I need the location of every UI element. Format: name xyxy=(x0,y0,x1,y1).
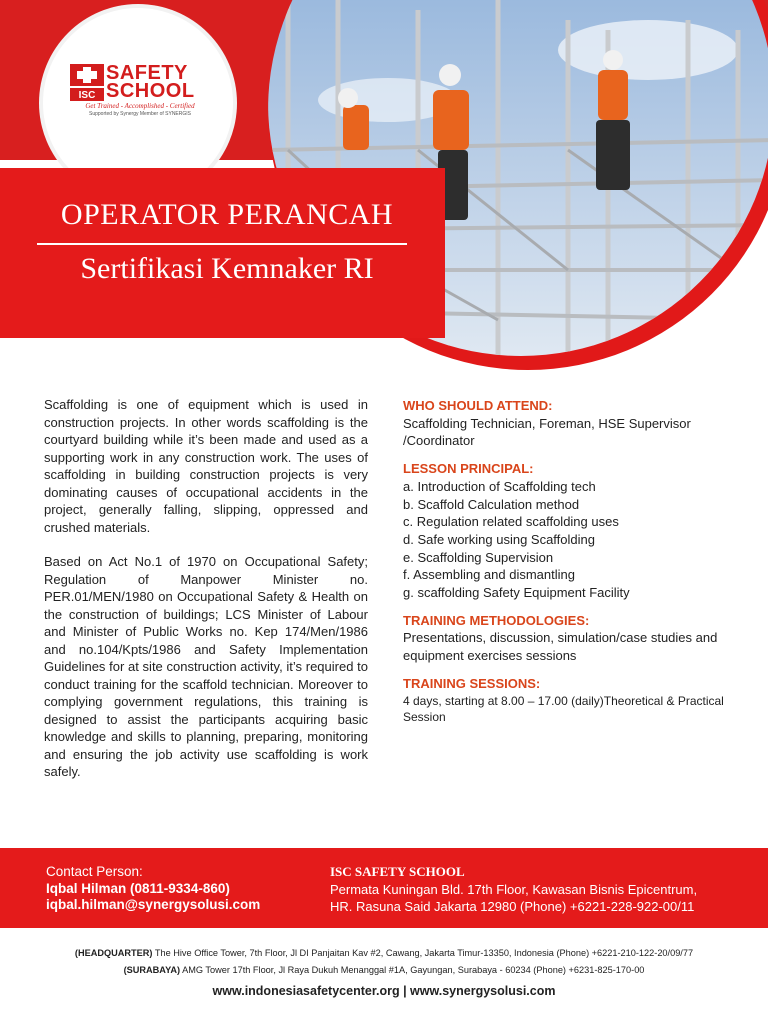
session-text: 4 days, starting at 8.00 – 17.00 (daily)Theoretical & Practical Session xyxy=(403,693,724,724)
surabaya-address xyxy=(0,965,768,975)
hq-text: The Hive Office Tower, 7th Floor, Jl DI Panjaitan Kav #2, Cawang, Jakarta Timur-13350, Indonesia (Phone) +6221-210-122-20/09/77 xyxy=(154,948,694,958)
logo-tagline: Get Trained - Accomplished - Certified xyxy=(85,102,195,110)
method-text: Presentations, discussion, simulation/case studies and equipment exercises sessions xyxy=(403,630,718,664)
intro-paragraph-2: Based on Act No.1 of 1970 on Occupational Safety; Regulation of Manpower Minister no. PER.01/MEN/1980 on Occupational Safety & Health on the construction of buildings; LCS Minister of Labour and Minister of Public Works no. Kep 174/Men/1986 and no.104/Kpts/1986 and Safety Implementation Guidelines for at site construction activity, it’s required to conduct training for the scaffold technician. Moreover to complying government regulations, this training is designed to assist the participants acquiring basic knowledge and skills to planning, preparing, monitoring and ensuring the job activity use scaffolding is work safely. xyxy=(44,554,368,779)
logo-line1: SAFETY xyxy=(106,62,188,84)
method-heading: TRAINING METHODOLOGIES: xyxy=(403,612,590,628)
lesson-item: f. Assembling and dismantling xyxy=(403,567,575,583)
logo-cross-icon xyxy=(70,64,104,102)
contact-name: Iqbal Hilman (0811-9334-860) xyxy=(46,881,230,896)
contact-email[interactable]: iqbal.hilman@synergysolusi.com xyxy=(46,897,261,912)
website-links[interactable]: www.indonesiasafetycenter.org | www.synergysolusi.com xyxy=(212,984,556,998)
logo-badge-text: ISC xyxy=(78,90,96,101)
contact-label: Contact Person: xyxy=(46,864,143,879)
school-address-line2: HR. Rasuna Said Jakarta 12980 (Phone) +6221-228-922-00/11 xyxy=(330,899,695,914)
lesson-item: c. Regulation related scaffolding uses xyxy=(403,514,619,530)
lesson-item: g. scaffolding Safety Equipment Facility xyxy=(403,585,630,601)
lesson-item: e. Scaffolding Supervision xyxy=(403,549,554,565)
lesson-heading: LESSON PRINCIPAL: xyxy=(403,461,534,477)
surabaya-label: (SURABAYA) xyxy=(123,965,181,975)
school-address-line1: Permata Kuningan Bld. 17th Floor, Kawasan Bisnis Epicentrum, xyxy=(330,882,698,897)
attend-text: Scaffolding Technician, Foreman, HSE Supervisor /Coordinator xyxy=(403,415,691,449)
intro-paragraph-1: Scaffolding is one of equipment which is used in construction projects. In other words scaffolding is the courtyard building while it’s been made and used as a supporting work in any construction work. The uses of scaffolding in building construction projects is very dominating causes of occupational accidents in the project, generally falling, slipping, oppressed and crushed materials. xyxy=(44,397,368,535)
school-name: ISC SAFETY SCHOOL xyxy=(330,864,465,879)
lesson-item: b. Scaffold Calculation method xyxy=(403,496,580,512)
logo xyxy=(70,62,210,122)
surabaya-text: AMG Tower 17th Floor, Jl Raya Dukuh Menanggal #1A, Gayungan, Surabaya - 60234 (Phone) +6231-825-170-00 xyxy=(182,965,645,975)
lesson-list xyxy=(403,478,743,602)
hq-label: (HEADQUARTER) xyxy=(74,948,153,958)
logo-line2: SCHOOL xyxy=(106,80,195,102)
title-divider xyxy=(37,243,407,245)
lesson-item: a. Introduction of Scaffolding tech xyxy=(403,478,596,494)
hero-banner xyxy=(0,0,768,370)
intro-column xyxy=(44,396,368,798)
logo-supported: Supported by Synergy Member of SYNERGIS xyxy=(89,111,191,117)
lesson-item: d. Safe working using Scaffolding xyxy=(403,531,595,547)
attend-heading: WHO SHOULD ATTEND: xyxy=(403,398,553,413)
details-column xyxy=(403,397,743,725)
hq-address xyxy=(0,948,768,958)
session-heading: TRAINING SESSIONS: xyxy=(403,675,541,691)
page-title: OPERATOR PERANCAH xyxy=(60,198,394,231)
page-subtitle: Sertifikasi Kemnaker RI xyxy=(80,252,374,285)
